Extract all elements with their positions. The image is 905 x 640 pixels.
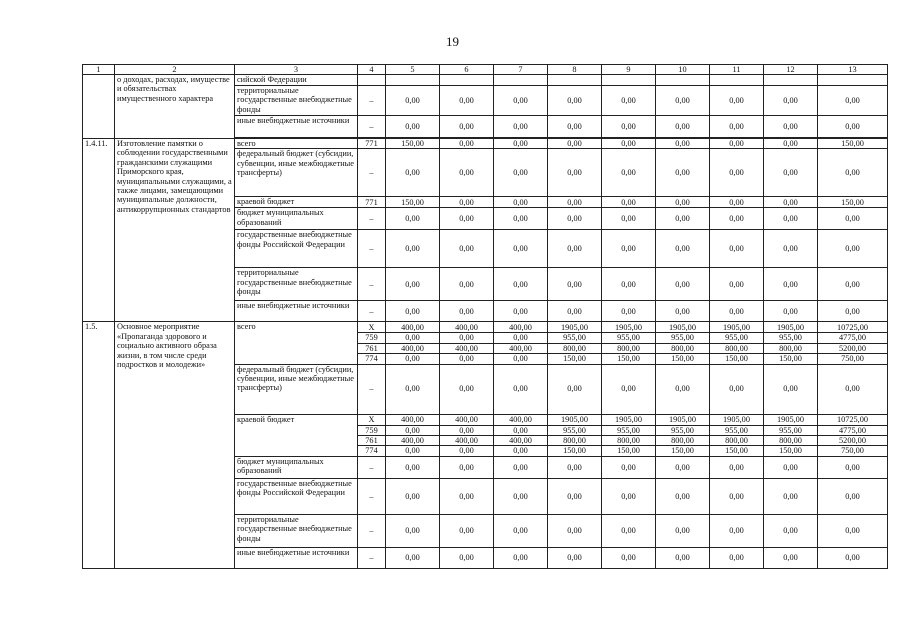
value-cell: 0,00 xyxy=(386,364,440,414)
value-cell: 1905,00 xyxy=(710,414,764,425)
value-cell: 0,00 xyxy=(602,149,656,197)
value-cell: 0,00 xyxy=(494,354,548,364)
code-cell: 761 xyxy=(358,343,386,353)
value-cell: 0,00 xyxy=(386,514,440,547)
code-cell: – xyxy=(358,301,386,322)
value-cell: 150,00 xyxy=(710,446,764,456)
value-cell: 0,00 xyxy=(656,197,710,208)
value-cell: 150,00 xyxy=(548,354,602,364)
value-cell: 0,00 xyxy=(764,364,818,414)
table-row xyxy=(83,75,888,86)
value-cell: 0,00 xyxy=(548,547,602,568)
value-cell: 0,00 xyxy=(818,514,888,547)
code-cell: – xyxy=(358,208,386,230)
column-header: 6 xyxy=(440,65,494,75)
code-cell: X xyxy=(358,414,386,425)
value-cell: 0,00 xyxy=(818,116,888,138)
value-cell: 0,00 xyxy=(494,149,548,197)
value-cell: 0,00 xyxy=(602,514,656,547)
column-header: 9 xyxy=(602,65,656,75)
code-cell: X xyxy=(358,322,386,333)
value-cell xyxy=(710,75,764,86)
value-cell: 0,00 xyxy=(386,456,440,478)
source-cell: иные внебюджетные источники xyxy=(235,547,358,568)
value-cell: 400,00 xyxy=(440,414,494,425)
value-cell: 0,00 xyxy=(764,514,818,547)
column-header: 1 xyxy=(83,65,115,75)
value-cell: 800,00 xyxy=(548,343,602,353)
value-cell: 0,00 xyxy=(656,478,710,514)
value-cell: 400,00 xyxy=(386,343,440,353)
value-cell: 800,00 xyxy=(764,343,818,353)
value-cell: 1905,00 xyxy=(548,414,602,425)
source-cell: иные внебюджетные источники xyxy=(235,116,358,138)
value-cell: 0,00 xyxy=(710,547,764,568)
value-cell: 0,00 xyxy=(440,514,494,547)
value-cell: 150,00 xyxy=(764,354,818,364)
value-cell: 0,00 xyxy=(386,354,440,364)
value-cell: 0,00 xyxy=(818,149,888,197)
value-cell: 0,00 xyxy=(386,446,440,456)
value-cell: 0,00 xyxy=(656,268,710,301)
value-cell: 800,00 xyxy=(602,343,656,353)
value-cell: 0,00 xyxy=(494,425,548,435)
value-cell: 0,00 xyxy=(494,301,548,322)
value-cell: 0,00 xyxy=(602,301,656,322)
code-cell: 774 xyxy=(358,354,386,364)
value-cell: 0,00 xyxy=(440,116,494,138)
code-cell: – xyxy=(358,86,386,116)
value-cell: 800,00 xyxy=(710,343,764,353)
value-cell: 400,00 xyxy=(494,343,548,353)
source-cell: краевой бюджет xyxy=(235,197,358,208)
value-cell: 0,00 xyxy=(710,268,764,301)
value-cell: 0,00 xyxy=(602,230,656,268)
value-cell: 0,00 xyxy=(656,139,710,149)
value-cell: 1905,00 xyxy=(656,414,710,425)
value-cell: 0,00 xyxy=(440,446,494,456)
budget-table xyxy=(82,64,888,569)
value-cell: 1905,00 xyxy=(710,322,764,333)
value-cell: 0,00 xyxy=(386,116,440,138)
value-cell: 0,00 xyxy=(656,230,710,268)
value-cell: 0,00 xyxy=(710,456,764,478)
value-cell: 0,00 xyxy=(386,86,440,116)
source-cell: бюджет муниципальных образований xyxy=(235,208,358,230)
value-cell: 0,00 xyxy=(710,514,764,547)
source-cell: краевой бюджет xyxy=(235,414,358,456)
value-cell: 0,00 xyxy=(440,547,494,568)
value-cell: 0,00 xyxy=(494,197,548,208)
value-cell: 0,00 xyxy=(602,268,656,301)
header-row xyxy=(83,65,888,75)
value-cell: 0,00 xyxy=(764,301,818,322)
value-cell: 150,00 xyxy=(548,446,602,456)
value-cell: 0,00 xyxy=(548,197,602,208)
value-cell: 150,00 xyxy=(386,139,440,149)
value-cell: 0,00 xyxy=(710,197,764,208)
value-cell xyxy=(818,75,888,86)
value-cell: 0,00 xyxy=(710,301,764,322)
source-cell: государственные внебюджетные фонды Российской Федерации xyxy=(235,230,358,268)
source-cell: территориальные государственные внебюджетные фонды xyxy=(235,86,358,116)
value-cell: 0,00 xyxy=(656,514,710,547)
value-cell: 0,00 xyxy=(494,456,548,478)
value-cell: 0,00 xyxy=(548,139,602,149)
column-header: 3 xyxy=(235,65,358,75)
value-cell: 800,00 xyxy=(602,436,656,446)
value-cell: 0,00 xyxy=(764,230,818,268)
value-cell: 0,00 xyxy=(764,139,818,149)
value-cell: 0,00 xyxy=(440,354,494,364)
value-cell: 0,00 xyxy=(710,86,764,116)
value-cell: 0,00 xyxy=(602,478,656,514)
value-cell: 0,00 xyxy=(494,364,548,414)
value-cell: 0,00 xyxy=(386,547,440,568)
value-cell: 0,00 xyxy=(386,208,440,230)
value-cell: 0,00 xyxy=(602,208,656,230)
value-cell: 0,00 xyxy=(440,230,494,268)
value-cell: 0,00 xyxy=(548,86,602,116)
source-cell: территориальные государственные внебюджетные фонды xyxy=(235,268,358,301)
value-cell: 955,00 xyxy=(548,333,602,343)
column-header: 8 xyxy=(548,65,602,75)
column-header: 5 xyxy=(386,65,440,75)
code-cell: 759 xyxy=(358,425,386,435)
source-cell: сийской Федерации xyxy=(235,75,358,86)
value-cell: 800,00 xyxy=(764,436,818,446)
column-header: 10 xyxy=(656,65,710,75)
column-header: 7 xyxy=(494,65,548,75)
value-cell: 0,00 xyxy=(656,86,710,116)
value-cell: 0,00 xyxy=(548,230,602,268)
value-cell: 0,00 xyxy=(548,514,602,547)
value-cell: 0,00 xyxy=(386,149,440,197)
value-cell: 800,00 xyxy=(656,436,710,446)
value-cell: 4775,00 xyxy=(818,333,888,343)
value-cell: 4775,00 xyxy=(818,425,888,435)
value-cell: 750,00 xyxy=(818,354,888,364)
value-cell: 800,00 xyxy=(548,436,602,446)
value-cell: 0,00 xyxy=(494,208,548,230)
value-cell: 1905,00 xyxy=(656,322,710,333)
source-cell: государственные внебюджетные фонды Российской Федерации xyxy=(235,478,358,514)
value-cell: 0,00 xyxy=(602,456,656,478)
code-cell: – xyxy=(358,230,386,268)
value-cell: 955,00 xyxy=(602,333,656,343)
value-cell: 0,00 xyxy=(710,478,764,514)
value-cell: 0,00 xyxy=(602,547,656,568)
value-cell: 800,00 xyxy=(656,343,710,353)
value-cell: 0,00 xyxy=(602,197,656,208)
value-cell: 1905,00 xyxy=(764,322,818,333)
value-cell: 0,00 xyxy=(818,208,888,230)
value-cell: 1905,00 xyxy=(602,414,656,425)
value-cell: 0,00 xyxy=(548,149,602,197)
value-cell: 0,00 xyxy=(494,139,548,149)
code-cell: – xyxy=(358,478,386,514)
value-cell: 1905,00 xyxy=(764,414,818,425)
value-cell: 10725,00 xyxy=(818,322,888,333)
item-number-cell: 1.4.11. xyxy=(83,139,115,322)
value-cell: 0,00 xyxy=(494,446,548,456)
value-cell: 0,00 xyxy=(494,514,548,547)
value-cell xyxy=(440,75,494,86)
item-name-cell: Основное мероприятие «Пропаганда здорового и социально активного образа жизни, в том числе среди подростков и молодежи» xyxy=(115,322,235,568)
code-cell: 774 xyxy=(358,446,386,456)
value-cell: 0,00 xyxy=(764,116,818,138)
value-cell: 0,00 xyxy=(764,197,818,208)
value-cell: 400,00 xyxy=(440,436,494,446)
value-cell: 0,00 xyxy=(386,478,440,514)
value-cell: 0,00 xyxy=(440,139,494,149)
source-cell: федеральный бюджет (субсидии, субвенции, иные межбюджетные трансферты) xyxy=(235,149,358,197)
value-cell: 150,00 xyxy=(818,197,888,208)
value-cell: 0,00 xyxy=(440,425,494,435)
value-cell: 0,00 xyxy=(602,86,656,116)
source-cell: всего xyxy=(235,139,358,149)
code-cell: – xyxy=(358,456,386,478)
value-cell: 0,00 xyxy=(764,456,818,478)
value-cell: 0,00 xyxy=(548,208,602,230)
code-cell: – xyxy=(358,364,386,414)
value-cell: 0,00 xyxy=(818,547,888,568)
value-cell xyxy=(358,75,386,86)
item-1-5-row xyxy=(83,322,888,333)
value-cell: 0,00 xyxy=(818,86,888,116)
code-cell: 761 xyxy=(358,436,386,446)
value-cell: 0,00 xyxy=(440,301,494,322)
value-cell: 955,00 xyxy=(764,333,818,343)
value-cell: 0,00 xyxy=(548,456,602,478)
code-cell: 771 xyxy=(358,197,386,208)
value-cell: 0,00 xyxy=(818,478,888,514)
value-cell: 0,00 xyxy=(656,301,710,322)
value-cell: 0,00 xyxy=(710,208,764,230)
value-cell: 400,00 xyxy=(386,322,440,333)
source-cell: иные внебюджетные источники xyxy=(235,301,358,322)
value-cell: 400,00 xyxy=(440,322,494,333)
value-cell: 400,00 xyxy=(494,414,548,425)
value-cell: 955,00 xyxy=(710,425,764,435)
value-cell: 0,00 xyxy=(602,364,656,414)
value-cell xyxy=(386,75,440,86)
value-cell: 955,00 xyxy=(764,425,818,435)
value-cell: 0,00 xyxy=(764,86,818,116)
code-cell: – xyxy=(358,268,386,301)
value-cell: 1905,00 xyxy=(602,322,656,333)
value-cell: 0,00 xyxy=(764,478,818,514)
value-cell: 400,00 xyxy=(386,436,440,446)
code-cell: – xyxy=(358,149,386,197)
value-cell: 0,00 xyxy=(548,478,602,514)
value-cell: 0,00 xyxy=(386,333,440,343)
value-cell: 0,00 xyxy=(710,149,764,197)
value-cell: 955,00 xyxy=(656,333,710,343)
value-cell: 750,00 xyxy=(818,446,888,456)
value-cell: 0,00 xyxy=(602,139,656,149)
value-cell: 0,00 xyxy=(548,364,602,414)
value-cell: 0,00 xyxy=(656,116,710,138)
value-cell: 955,00 xyxy=(602,425,656,435)
value-cell: 0,00 xyxy=(386,301,440,322)
value-cell: 0,00 xyxy=(440,364,494,414)
value-cell: 0,00 xyxy=(764,268,818,301)
value-cell: 0,00 xyxy=(818,301,888,322)
value-cell: 0,00 xyxy=(440,478,494,514)
value-cell: 0,00 xyxy=(656,547,710,568)
value-cell: 0,00 xyxy=(494,268,548,301)
value-cell: 0,00 xyxy=(764,208,818,230)
code-cell: 771 xyxy=(358,139,386,149)
value-cell xyxy=(548,75,602,86)
value-cell: 0,00 xyxy=(440,268,494,301)
value-cell: 0,00 xyxy=(494,116,548,138)
value-cell: 5200,00 xyxy=(818,343,888,353)
value-cell: 150,00 xyxy=(764,446,818,456)
value-cell: 10725,00 xyxy=(818,414,888,425)
value-cell: 0,00 xyxy=(386,268,440,301)
value-cell: 0,00 xyxy=(494,333,548,343)
value-cell: 0,00 xyxy=(710,116,764,138)
value-cell: 0,00 xyxy=(386,425,440,435)
item-name-cell: Изготовление памятки о соблюдении государственными гражданскими служащими Приморского края, муниципальными служащими, а также лицами, замещающими муниципальные должности, антикоррупционных стандартов xyxy=(115,139,235,322)
value-cell: 150,00 xyxy=(710,354,764,364)
value-cell: 0,00 xyxy=(656,149,710,197)
value-cell: 800,00 xyxy=(710,436,764,446)
value-cell: 0,00 xyxy=(440,456,494,478)
value-cell: 0,00 xyxy=(818,268,888,301)
value-cell: 150,00 xyxy=(386,197,440,208)
page-number: 19 xyxy=(446,34,459,49)
code-cell: – xyxy=(358,514,386,547)
column-header: 4 xyxy=(358,65,386,75)
code-cell: 759 xyxy=(358,333,386,343)
value-cell: 150,00 xyxy=(602,446,656,456)
value-cell: 400,00 xyxy=(494,436,548,446)
item-number-cell: 1.5. xyxy=(83,322,115,568)
value-cell: 0,00 xyxy=(656,456,710,478)
value-cell: 400,00 xyxy=(440,343,494,353)
source-cell: всего xyxy=(235,322,358,364)
code-cell: – xyxy=(358,116,386,138)
value-cell: 0,00 xyxy=(440,197,494,208)
value-cell xyxy=(494,75,548,86)
column-header: 2 xyxy=(115,65,235,75)
value-cell: 0,00 xyxy=(494,86,548,116)
value-cell: 0,00 xyxy=(386,230,440,268)
value-cell xyxy=(656,75,710,86)
column-header: 13 xyxy=(818,65,888,75)
value-cell: 0,00 xyxy=(494,547,548,568)
column-header: 12 xyxy=(764,65,818,75)
value-cell: 0,00 xyxy=(494,230,548,268)
value-cell: 400,00 xyxy=(386,414,440,425)
value-cell: 955,00 xyxy=(710,333,764,343)
value-cell: 0,00 xyxy=(656,364,710,414)
item-name-cell: о доходах, расходах, имуществе и обязательствах имущественного характера xyxy=(115,75,235,139)
value-cell: 0,00 xyxy=(440,333,494,343)
value-cell: 0,00 xyxy=(602,116,656,138)
source-cell: территориальные государственные внебюджетные фонды xyxy=(235,514,358,547)
value-cell: 150,00 xyxy=(656,354,710,364)
value-cell: 0,00 xyxy=(818,230,888,268)
value-cell xyxy=(764,75,818,86)
value-cell: 0,00 xyxy=(440,208,494,230)
value-cell: 0,00 xyxy=(818,456,888,478)
source-cell: федеральный бюджет (субсидии, субвенции, иные межбюджетные трансферты) xyxy=(235,364,358,414)
item-number-cell xyxy=(83,75,115,139)
value-cell: 0,00 xyxy=(818,364,888,414)
value-cell: 0,00 xyxy=(548,116,602,138)
value-cell: 955,00 xyxy=(548,425,602,435)
value-cell: 0,00 xyxy=(764,547,818,568)
value-cell: 0,00 xyxy=(548,268,602,301)
source-cell: бюджет муниципальных образований xyxy=(235,456,358,478)
value-cell: 1905,00 xyxy=(548,322,602,333)
value-cell: 0,00 xyxy=(710,364,764,414)
value-cell: 0,00 xyxy=(494,478,548,514)
value-cell: 150,00 xyxy=(656,446,710,456)
value-cell: 955,00 xyxy=(656,425,710,435)
value-cell: 0,00 xyxy=(548,301,602,322)
value-cell: 0,00 xyxy=(440,149,494,197)
value-cell: 0,00 xyxy=(656,208,710,230)
column-header: 11 xyxy=(710,65,764,75)
value-cell: 0,00 xyxy=(710,139,764,149)
value-cell: 400,00 xyxy=(494,322,548,333)
value-cell: 5200,00 xyxy=(818,436,888,446)
value-cell: 150,00 xyxy=(818,139,888,149)
value-cell: 0,00 xyxy=(440,86,494,116)
item-1-4-11-row xyxy=(83,139,888,149)
value-cell: 150,00 xyxy=(602,354,656,364)
value-cell: 0,00 xyxy=(764,149,818,197)
value-cell xyxy=(602,75,656,86)
code-cell: – xyxy=(358,547,386,568)
value-cell: 0,00 xyxy=(710,230,764,268)
